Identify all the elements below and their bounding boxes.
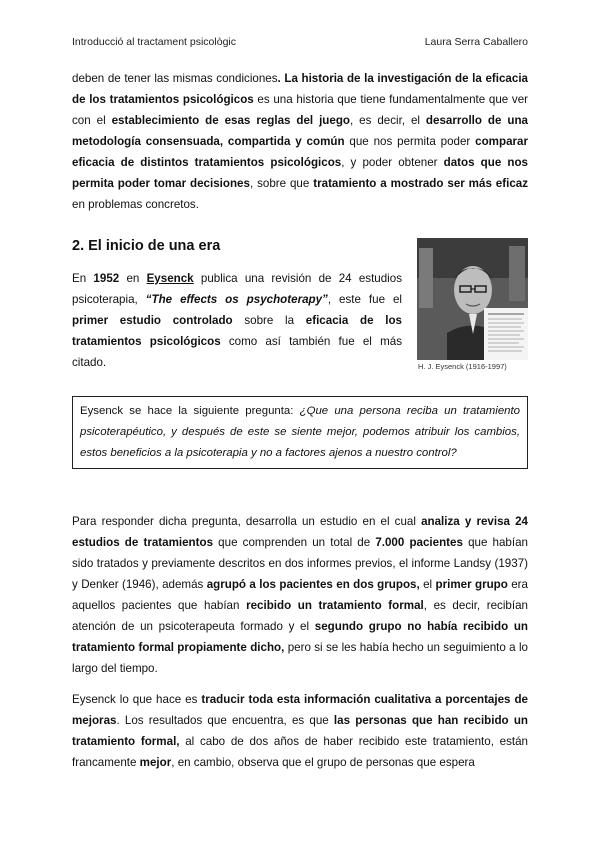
text: sobre la	[232, 314, 306, 327]
bold-italic-title: “The effects os psychoterapy”	[145, 293, 328, 306]
paragraph-methodology	[72, 68, 528, 215]
bold-text: comparar eficacia de distintos tratamientos psicológicos	[72, 135, 528, 169]
bold-text: primer grupo	[435, 578, 508, 591]
bold-text: las personas que han recibido un tratamiento formal,	[72, 714, 528, 748]
text: que nos permita poder	[344, 135, 476, 148]
text: pero si se les había hecho un seguimiento a lo largo del tiempo.	[72, 641, 529, 675]
photo-caption: H. J. Eysenck (1916-1997)	[418, 362, 507, 371]
eysenck-photo	[417, 238, 528, 360]
header-course-title: Introducció al tractament psicològic	[72, 36, 236, 48]
text: , y poder obtener	[341, 156, 444, 169]
question-box	[72, 396, 528, 469]
text: En	[72, 272, 94, 285]
header-author: Laura Serra Caballero	[424, 36, 528, 48]
text: que habían sido tratados y previamente descritos en dos informes previos, el informe Landsy (1937) y Denker (1946), además	[72, 536, 528, 591]
bold-text: desarrollo de una metodología consensuada, compartida y común	[72, 114, 528, 148]
text: , en cambio, observa que el grupo de personas que espera	[171, 756, 475, 769]
text: , es decir, recibían atención de un psicoterapeuta formado y el	[72, 599, 528, 633]
text: , sobre que	[249, 177, 314, 190]
text: publica una revisión de 24 estudios psicoterapia,	[72, 272, 403, 306]
text: como así también fue el más citado.	[72, 335, 402, 369]
text: deben de tener las mismas condiciones	[72, 72, 278, 85]
bold-text: datos que nos permita poder tomar decisiones	[72, 156, 528, 190]
paragraph-study	[72, 511, 528, 679]
text: el	[419, 578, 436, 591]
bold-text: tratamiento a mostrado ser más eficaz	[313, 177, 529, 190]
text: es una historia que tiene fundamentalmente que ver con el	[72, 93, 529, 127]
text: en	[119, 272, 147, 285]
text: . Los resultados que encuentra, es que	[116, 714, 334, 727]
bold-text: agrupó a los pacientes en dos grupos,	[206, 578, 420, 591]
bold-text: 7.000 pacientes	[375, 536, 463, 549]
bold-text: mejor	[139, 756, 172, 769]
text: Eysenck lo que hace es	[72, 693, 202, 706]
text: en problemas concretos.	[72, 198, 199, 211]
paragraph-eysenck-1952	[72, 268, 402, 373]
bold-text: establecimiento de esas reglas del juego	[111, 114, 350, 127]
bold-text: . La historia de la investigación de la eficacia de los tratamientos psicológicos	[72, 72, 528, 106]
bold-text: segundo grupo no había recibido un tratamiento formal propiamente dicho,	[72, 620, 528, 654]
text: , este fue el	[327, 293, 402, 306]
text: Eysenck se hace la siguiente pregunta:	[80, 405, 300, 417]
bold-text: 1952	[93, 272, 120, 285]
paragraph-results	[72, 689, 528, 773]
text: al cabo de dos años de haber recibido este tratamiento, están francamente	[72, 735, 528, 769]
bold-text: recibido un tratamiento formal	[246, 599, 424, 612]
text: que comprenden un total de	[213, 536, 376, 549]
italic-question: ¿Que una persona reciba un tratamiento psicoterapéutico, y después de este se siente mejor, podemos atribuir los cambios, estos beneficios a la psicoterapia y no a factores ajenos a nuestro control?	[80, 405, 520, 459]
bold-text: traducir toda esta información cualitativa a porcentajes de mejoras	[72, 693, 528, 727]
page-header	[72, 36, 528, 52]
text: Para responder dicha pregunta, desarrolla un estudio en el cual	[72, 515, 422, 528]
bold-underlined-text: Eysenck	[146, 272, 194, 285]
bold-text: primer estudio controlado	[72, 314, 233, 327]
bold-text: eficacia de los tratamientos psicológicos	[72, 314, 402, 348]
section-heading: 2. El inicio de una era	[72, 238, 221, 254]
text: era aquellos pacientes que habían	[72, 578, 528, 612]
bold-text: analiza y revisa 24 estudios de tratamientos	[72, 515, 528, 549]
text: , es decir, el	[350, 114, 426, 127]
